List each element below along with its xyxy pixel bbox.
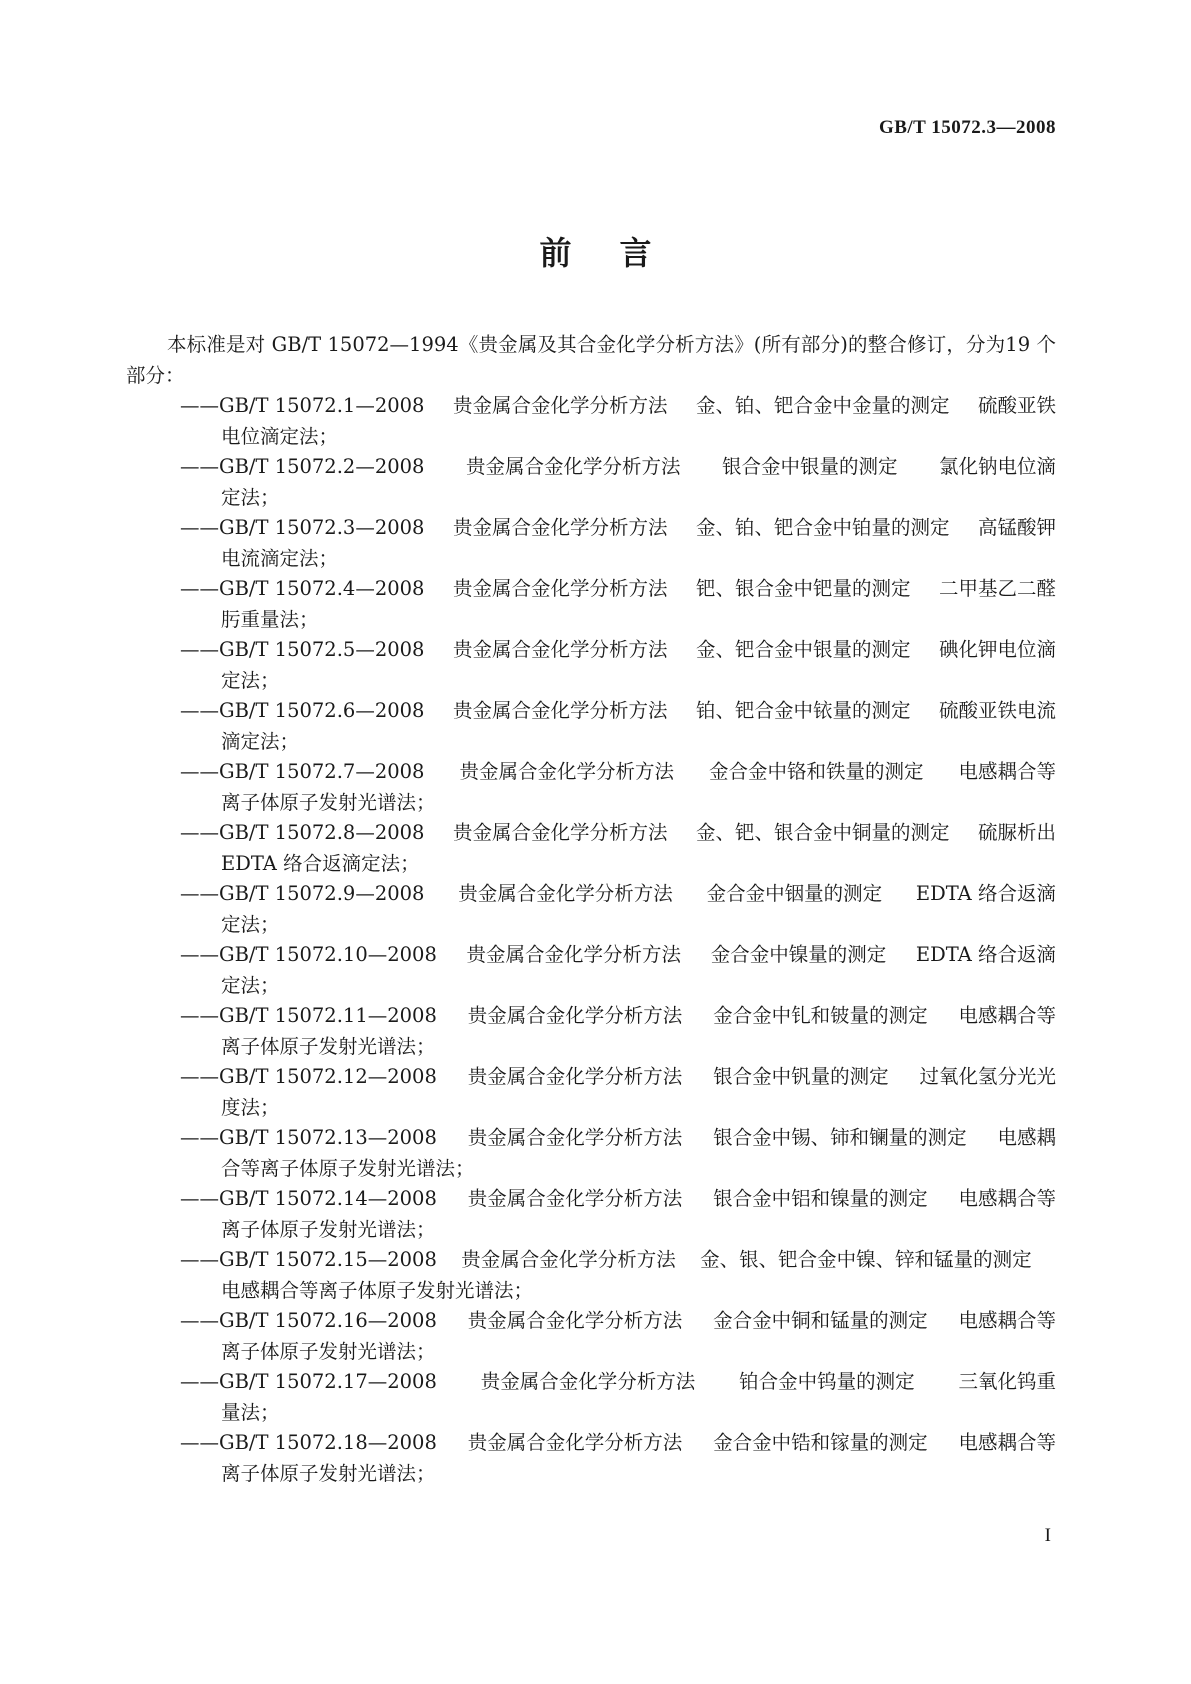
item-scope: 金、铂、钯合金中铂量的测定 <box>695 516 950 539</box>
item-method-a: 电感耦合等 <box>958 760 1056 783</box>
item-method-a: EDTA 络合返滴 <box>915 882 1056 905</box>
item-method-b: 电位滴定法； <box>221 424 339 448</box>
item-name: 贵金属合金化学分析方法 <box>467 1309 683 1332</box>
item-std: ——GB/T 15072.13—2008 <box>180 1126 437 1149</box>
item-method-b: 电感耦合等离子体原子发射光谱法； <box>221 1278 534 1302</box>
item-std: ——GB/T 15072.4—2008 <box>180 577 425 600</box>
item-std: ——GB/T 15072.6—2008 <box>180 699 425 722</box>
list-item <box>126 1001 1056 1062</box>
list-item-first-line <box>126 1184 1056 1215</box>
item-scope: 金、钯合金中银量的测定 <box>695 638 911 661</box>
item-method-b: 肟重量法； <box>221 607 319 631</box>
list-item <box>126 818 1056 879</box>
item-scope: 银合金中银量的测定 <box>721 455 898 478</box>
item-std: ——GB/T 15072.3—2008 <box>180 516 425 539</box>
item-scope: 金合金中铜和锰量的测定 <box>713 1309 928 1332</box>
item-std: ——GB/T 15072.10—2008 <box>180 943 437 966</box>
list-item-first-line <box>126 818 1056 849</box>
item-scope: 银合金中锡、铈和镧量的测定 <box>713 1126 967 1149</box>
item-name: 贵金属合金化学分析方法 <box>467 1065 683 1088</box>
item-method-b: 滴定法； <box>221 729 300 753</box>
item-method-b: 合等离子体原子发射光谱法； <box>221 1156 475 1180</box>
standards-list <box>126 391 1056 1489</box>
item-scope: 金合金中铬和铁量的测定 <box>708 760 924 783</box>
item-name: 贵金属合金化学分析方法 <box>467 1431 683 1454</box>
item-std: ——GB/T 15072.14—2008 <box>180 1187 437 1210</box>
item-scope: 金合金中锆和镓量的测定 <box>713 1431 928 1454</box>
item-std: ——GB/T 15072.18—2008 <box>180 1431 437 1454</box>
item-scope: 金、钯、银合金中铜量的测定 <box>695 821 950 844</box>
item-name: 贵金属合金化学分析方法 <box>452 638 668 661</box>
list-item-first-line <box>126 1123 1056 1154</box>
item-method-b: 离子体原子发射光谱法； <box>221 1339 436 1363</box>
item-std: ——GB/T 15072.2—2008 <box>180 455 425 478</box>
list-item-first-line <box>126 1428 1056 1459</box>
item-std: ——GB/T 15072.12—2008 <box>180 1065 437 1088</box>
item-method-a: 氯化钠电位滴 <box>938 455 1056 478</box>
item-name: 贵金属合金化学分析方法 <box>452 516 668 539</box>
item-name: 贵金属合金化学分析方法 <box>480 1370 696 1393</box>
item-method-a: 电感耦合等 <box>958 1187 1056 1210</box>
list-item <box>126 635 1056 696</box>
item-std: ——GB/T 15072.8—2008 <box>180 821 425 844</box>
item-scope: 银合金中铝和镍量的测定 <box>713 1187 928 1210</box>
item-name: 贵金属合金化学分析方法 <box>466 943 682 966</box>
list-item <box>126 1428 1056 1489</box>
item-name: 贵金属合金化学分析方法 <box>452 821 668 844</box>
list-item <box>126 696 1056 757</box>
list-item <box>126 879 1056 940</box>
item-std: ——GB/T 15072.15—2008 <box>180 1248 437 1271</box>
list-item-first-line <box>126 696 1056 727</box>
list-item <box>126 513 1056 574</box>
item-method-b: 定法； <box>221 668 280 692</box>
list-item-first-line <box>126 1245 1056 1276</box>
list-item <box>126 1306 1056 1367</box>
list-item-first-line <box>126 1001 1056 1032</box>
item-method-b: 定法； <box>221 485 280 509</box>
list-item-first-line <box>126 940 1056 971</box>
item-name: 贵金属合金化学分析方法 <box>467 1187 683 1210</box>
item-scope: 铂、钯合金中铱量的测定 <box>695 699 911 722</box>
intro-paragraph: 本标准是对 GB/T 15072—1994《贵金属及其合金化学分析方法》(所有部分)的整合修订，分为19 个部分： <box>126 333 1056 387</box>
item-method-a: 硫酸亚铁 <box>977 394 1056 417</box>
item-std: ——GB/T 15072.5—2008 <box>180 638 425 661</box>
item-method-b: 电流滴定法； <box>221 546 339 570</box>
item-method-a: 过氧化氢分光光 <box>919 1065 1056 1088</box>
item-method-a: 硫脲析出 <box>977 821 1056 844</box>
list-item-first-line <box>126 513 1056 544</box>
item-std: ——GB/T 15072.7—2008 <box>180 760 425 783</box>
list-item-first-line <box>126 879 1056 910</box>
list-item <box>126 1123 1056 1184</box>
list-item-first-line <box>126 757 1056 788</box>
item-name: 贵金属合金化学分析方法 <box>452 394 668 417</box>
list-item <box>126 940 1056 1001</box>
item-scope: 钯、银合金中钯量的测定 <box>695 577 911 600</box>
item-name: 贵金属合金化学分析方法 <box>461 1248 676 1271</box>
item-scope: 金、银、钯合金中镍、锌和锰量的测定 <box>700 1248 1032 1271</box>
item-name: 贵金属合金化学分析方法 <box>452 699 668 722</box>
item-method-a: 电感耦合等 <box>958 1004 1056 1027</box>
list-item-first-line <box>126 1367 1056 1398</box>
item-method-a: 三氧化钨重 <box>958 1370 1056 1393</box>
item-name: 贵金属合金化学分析方法 <box>452 577 668 600</box>
item-method-b: 离子体原子发射光谱法； <box>221 1034 436 1058</box>
item-std: ——GB/T 15072.11—2008 <box>180 1004 437 1027</box>
item-method-b: 定法； <box>221 912 280 936</box>
page-number: I <box>1044 1525 1051 1546</box>
item-method-b: 定法； <box>221 973 280 997</box>
item-name: 贵金属合金化学分析方法 <box>458 882 673 905</box>
item-std: ——GB/T 15072.1—2008 <box>180 394 425 417</box>
list-item <box>126 757 1056 818</box>
item-method-a: 电感耦合等 <box>958 1431 1056 1454</box>
list-item-first-line <box>126 574 1056 605</box>
item-name: 贵金属合金化学分析方法 <box>459 760 674 783</box>
standard-code-header: GB/T 15072.3—2008 <box>878 117 1056 138</box>
item-method-b: 离子体原子发射光谱法； <box>221 1217 436 1241</box>
item-scope: 金合金中镍量的测定 <box>710 943 887 966</box>
item-scope: 金合金中钆和铍量的测定 <box>713 1004 928 1027</box>
item-scope: 银合金中钒量的测定 <box>713 1065 889 1088</box>
item-scope: 金合金中铟量的测定 <box>706 882 883 905</box>
list-item <box>126 574 1056 635</box>
item-method-b: EDTA 络合返滴定法； <box>221 851 420 875</box>
item-method-b: 离子体原子发射光谱法； <box>221 1461 436 1485</box>
item-method-a: 二甲基乙二醛 <box>938 577 1056 600</box>
item-std: ——GB/T 15072.9—2008 <box>180 882 425 905</box>
item-scope: 金、铂、钯合金中金量的测定 <box>695 394 950 417</box>
item-method-a: 电感耦 <box>997 1126 1056 1149</box>
item-std: ——GB/T 15072.17—2008 <box>180 1370 437 1393</box>
list-item <box>126 1245 1056 1306</box>
item-name: 贵金属合金化学分析方法 <box>467 1004 683 1027</box>
list-item <box>126 391 1056 452</box>
item-method-a: 高锰酸钾 <box>977 516 1056 539</box>
list-item-first-line <box>126 452 1056 483</box>
item-method-b: 离子体原子发射光谱法； <box>221 790 436 814</box>
item-method-a: 硫酸亚铁电流 <box>938 699 1056 722</box>
list-item-first-line <box>126 1062 1056 1093</box>
list-item-first-line <box>126 635 1056 666</box>
item-name: 贵金属合金化学分析方法 <box>467 1126 683 1149</box>
list-item <box>126 1184 1056 1245</box>
page-title: 前言 <box>539 234 700 272</box>
item-method-a: 碘化钾电位滴 <box>938 638 1056 661</box>
document-body <box>126 330 1056 1489</box>
list-item <box>126 452 1056 513</box>
list-item-first-line <box>126 391 1056 422</box>
item-std: ——GB/T 15072.16—2008 <box>180 1309 437 1332</box>
list-item <box>126 1062 1056 1123</box>
list-item <box>126 1367 1056 1428</box>
item-name: 贵金属合金化学分析方法 <box>465 455 681 478</box>
item-method-b: 量法； <box>221 1400 280 1424</box>
item-method-a: 电感耦合等 <box>958 1309 1056 1332</box>
list-item-first-line <box>126 1306 1056 1337</box>
item-scope: 铂合金中钨量的测定 <box>739 1370 915 1393</box>
item-method-b: 度法； <box>221 1095 280 1119</box>
item-method-a: EDTA 络合返滴 <box>915 943 1056 966</box>
